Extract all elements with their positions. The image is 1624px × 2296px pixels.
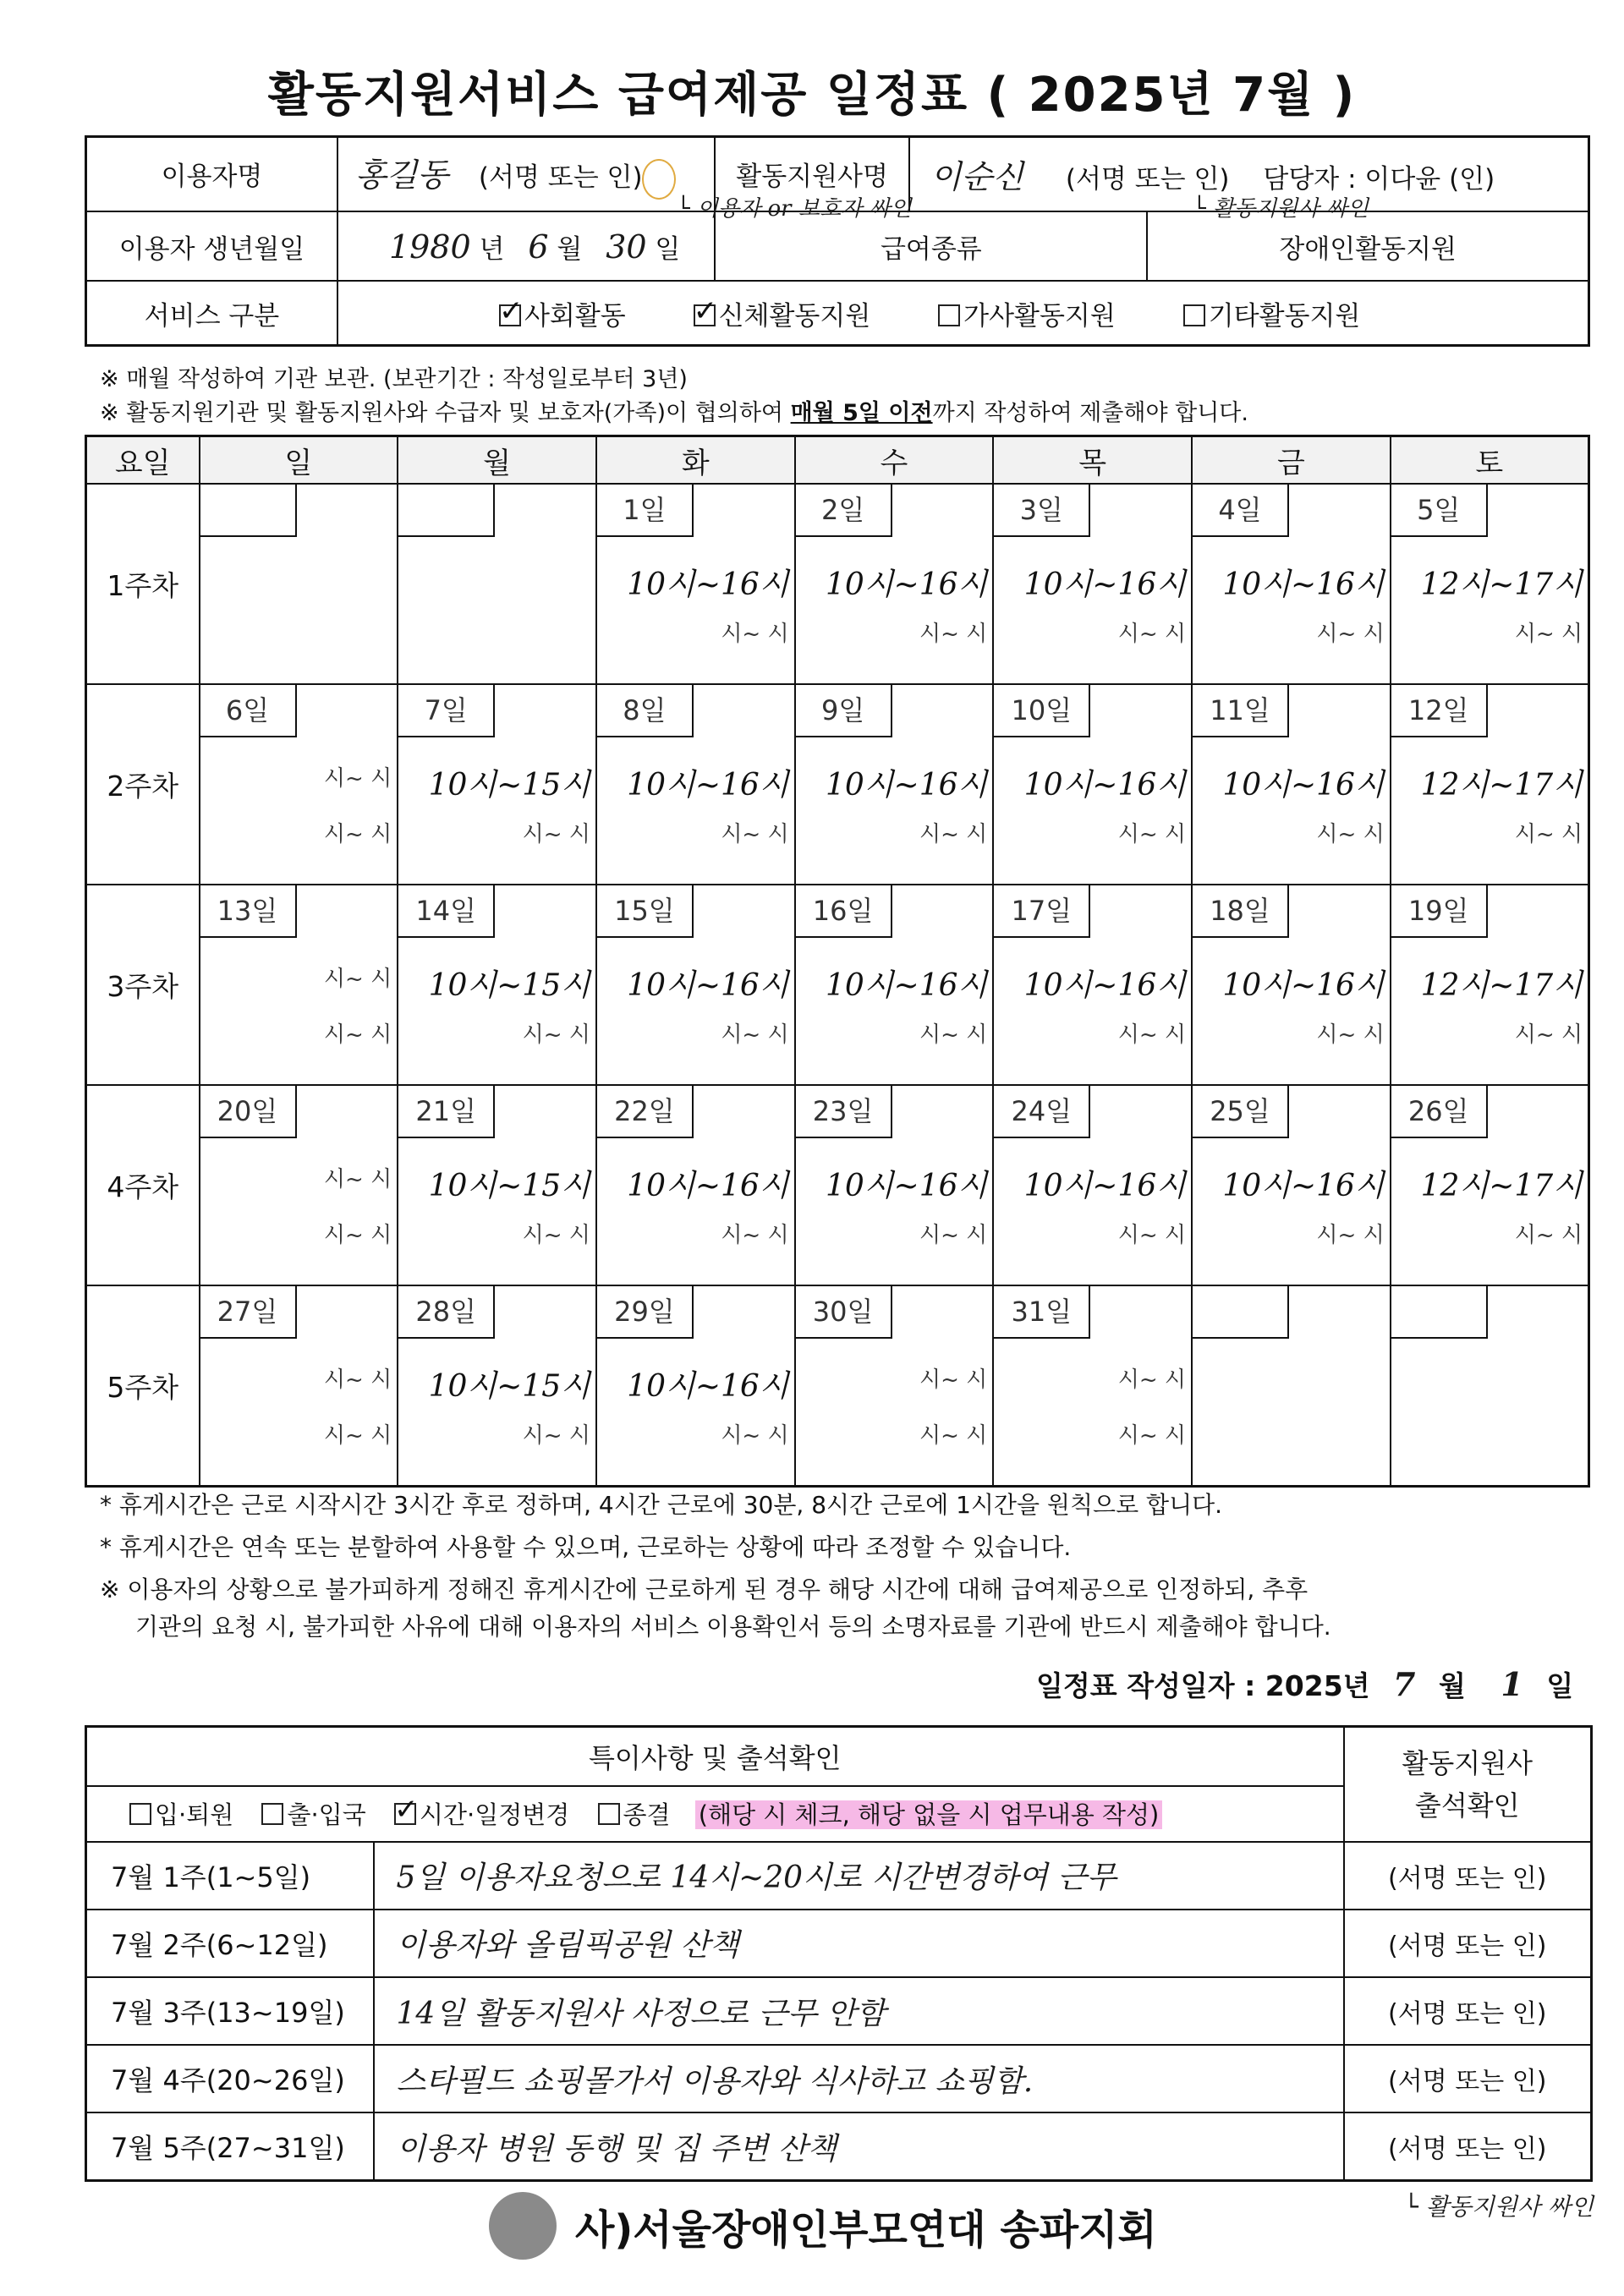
work-hours: 10시~16시 bbox=[627, 1169, 789, 1203]
attendance-note[interactable]: 이용자 병원 동행 및 집 주변 산책 bbox=[374, 2112, 1344, 2180]
time-placeholder: 시~ 시 bbox=[522, 1423, 590, 1449]
date-number: 10일 bbox=[994, 685, 1090, 737]
worker-name-value: 이순신 bbox=[930, 158, 1024, 196]
attendance-note[interactable]: 5일 이용자요청으로 14시~20시로 시간변경하여 근무 bbox=[374, 1842, 1344, 1910]
work-hours: 10시~16시 bbox=[627, 768, 789, 803]
opt-travel[interactable] bbox=[261, 1800, 365, 1829]
date-number bbox=[200, 485, 297, 537]
user-name-cell bbox=[337, 137, 715, 211]
time-placeholder: 시~ 시 bbox=[721, 822, 789, 847]
day-thu: 목 bbox=[993, 436, 1192, 485]
date-number: 22일 bbox=[597, 1086, 694, 1138]
attendance-sign[interactable]: (서명 또는 인) bbox=[1344, 1977, 1592, 2045]
check-mark-icon: ✓ bbox=[498, 293, 524, 328]
worker-name-label: 활동지원사명 bbox=[715, 137, 909, 211]
date-number bbox=[1193, 1286, 1289, 1339]
opt-admission-label: 입·퇴원 bbox=[155, 1800, 234, 1830]
user-sign-note: └ 이용자 or 보호자 싸인 bbox=[677, 196, 912, 222]
attendance-sign[interactable]: (서명 또는 인) bbox=[1344, 2112, 1592, 2180]
work-hours: 10시~16시 bbox=[1023, 567, 1187, 602]
date-number: 27일 bbox=[200, 1286, 297, 1339]
work-hours: 10시~16시 bbox=[627, 968, 789, 1003]
time-placeholder: 시~ 시 bbox=[522, 1223, 590, 1248]
birth-year: 1980 bbox=[388, 227, 471, 266]
work-hours: 10시~16시 bbox=[825, 768, 988, 803]
service-housework-label: 가사활동지원 bbox=[963, 300, 1116, 332]
time-placeholder: 시~ 시 bbox=[1117, 1367, 1187, 1393]
org-logo-icon bbox=[489, 2192, 557, 2260]
opt-schedule-change-label: 시간·일정변경 bbox=[419, 1800, 570, 1830]
attendance-note[interactable]: 14일 활동지원사 사정으로 근무 안함 bbox=[374, 1977, 1344, 2045]
week-row bbox=[86, 885, 1589, 1085]
check-hint: (해당 시 체크, 해당 없을 시 업무내용 작성) bbox=[695, 1800, 1163, 1829]
time-placeholder: 시~ 시 bbox=[323, 822, 392, 847]
day-cell[interactable] bbox=[795, 885, 994, 1085]
day-cell[interactable] bbox=[596, 1085, 795, 1285]
work-hours: 12시~17시 bbox=[1420, 968, 1583, 1003]
page-title: 활동지원서비스 급여제공 일정표 ( 2025년 7월 ) bbox=[267, 68, 1357, 123]
time-placeholder: 시~ 시 bbox=[721, 1223, 789, 1248]
time-placeholder: 시~ 시 bbox=[1117, 622, 1187, 647]
attendance-row bbox=[86, 2045, 1592, 2112]
date-number: 4일 bbox=[1193, 485, 1289, 537]
day-cell[interactable] bbox=[1192, 684, 1391, 885]
work-hours: 12시~17시 bbox=[1420, 1169, 1583, 1203]
date-number: 23일 bbox=[796, 1086, 892, 1138]
day-cell[interactable] bbox=[993, 484, 1192, 684]
written-date bbox=[1036, 1664, 1573, 1704]
day-cell[interactable] bbox=[200, 885, 398, 1085]
date-number: 18일 bbox=[1193, 885, 1289, 938]
attendance-week: 7월 5주(27~31일) bbox=[86, 2112, 374, 2180]
day-sat: 토 bbox=[1391, 436, 1589, 485]
day-cell[interactable] bbox=[398, 484, 596, 684]
side-title-1: 활동지원사 bbox=[1402, 1746, 1533, 1779]
attendance-note[interactable]: 스타필드 쇼핑몰가서 이용자와 식사하고 쇼핑함. bbox=[374, 2045, 1344, 2112]
date-number: 17일 bbox=[994, 885, 1090, 938]
date-number: 26일 bbox=[1391, 1086, 1488, 1138]
attendance-note[interactable]: 이용자와 올림픽공원 산책 bbox=[374, 1910, 1344, 1977]
day-cell[interactable] bbox=[1192, 885, 1391, 1085]
written-day-unit: 일 bbox=[1546, 1669, 1574, 1702]
day-cell[interactable] bbox=[795, 484, 994, 684]
day-tue: 화 bbox=[596, 436, 795, 485]
schedule-calendar bbox=[85, 435, 1590, 1488]
date-number: 25일 bbox=[1193, 1086, 1289, 1138]
day-cell[interactable] bbox=[1192, 1285, 1391, 1487]
day-cell[interactable] bbox=[596, 484, 795, 684]
footnote-3: ※ 이용자의 상황으로 불가피하게 정해진 휴게시간에 근로하게 된 경우 해당 시간에 대해 급여제공으로 인정하되, 추후 bbox=[100, 1575, 1309, 1603]
attendance-row bbox=[86, 1910, 1592, 1977]
note-deadline-end: 까지 작성하여 제출해야 합니다. bbox=[932, 400, 1248, 426]
day-cell[interactable] bbox=[398, 1085, 596, 1285]
checkbox-termination[interactable] bbox=[598, 1803, 620, 1825]
work-hours: 10시~15시 bbox=[428, 1169, 590, 1203]
day-cell[interactable] bbox=[1391, 1285, 1589, 1487]
time-placeholder: 시~ 시 bbox=[323, 967, 392, 992]
work-hours: 10시~16시 bbox=[825, 968, 988, 1003]
written-month-unit: 월 bbox=[1439, 1669, 1466, 1702]
service-label: 서비스 구분 bbox=[86, 281, 337, 345]
attendance-week: 7월 3주(13~19일) bbox=[86, 1977, 374, 2045]
birth-cell bbox=[337, 211, 715, 281]
time-placeholder: 시~ 시 bbox=[323, 1167, 392, 1192]
service-social[interactable] bbox=[498, 293, 626, 332]
day-cell[interactable] bbox=[993, 684, 1192, 885]
check-mark-icon: ✓ bbox=[393, 1793, 419, 1827]
day-cell[interactable] bbox=[795, 1085, 994, 1285]
written-date-label: 일정표 작성일자 : 2025년 bbox=[1036, 1669, 1370, 1702]
user-stamp bbox=[642, 159, 676, 200]
time-placeholder: 시~ 시 bbox=[323, 1423, 392, 1449]
day-cell[interactable] bbox=[596, 885, 795, 1085]
time-placeholder: 시~ 시 bbox=[1316, 622, 1385, 647]
benefit-value: 장애인활동지원 bbox=[1147, 211, 1588, 281]
week-row bbox=[86, 1085, 1589, 1285]
week-label: 2주차 bbox=[86, 684, 200, 885]
attendance-sign[interactable]: (서명 또는 인) bbox=[1344, 1910, 1592, 1977]
time-placeholder: 시~ 시 bbox=[1514, 822, 1583, 847]
day-label: 요일 bbox=[86, 436, 200, 485]
attendance-week: 7월 4주(20~26일) bbox=[86, 2045, 374, 2112]
written-month: 7 bbox=[1393, 1665, 1416, 1703]
birth-day: 30 bbox=[606, 227, 647, 266]
attendance-row bbox=[86, 1977, 1592, 2045]
info-table bbox=[85, 135, 1590, 347]
day-cell[interactable] bbox=[398, 1285, 596, 1487]
time-placeholder: 시~ 시 bbox=[919, 1022, 988, 1048]
date-number: 11일 bbox=[1193, 685, 1289, 737]
worker-sign-note: └ 활동지원사 싸인 bbox=[1193, 196, 1369, 222]
day-cell[interactable] bbox=[398, 885, 596, 1085]
time-placeholder: 시~ 시 bbox=[1117, 1423, 1187, 1449]
footnote-1: * 휴게시간은 근로 시작시간 3시간 후로 정하며, 4시간 근로에 30분, 8시간 근로에 1시간을 원칙으로 합니다. bbox=[100, 1491, 1223, 1519]
date-number: 7일 bbox=[398, 685, 495, 737]
date-number: 14일 bbox=[398, 885, 495, 938]
checkbox-housework[interactable] bbox=[938, 304, 960, 326]
service-other-label: 기타활동지원 bbox=[1208, 300, 1361, 332]
time-placeholder: 시~ 시 bbox=[721, 1022, 789, 1048]
day-cell[interactable] bbox=[795, 1285, 994, 1487]
date-number: 2일 bbox=[796, 485, 892, 537]
checkbox-admission[interactable] bbox=[129, 1803, 151, 1825]
time-placeholder: 시~ 시 bbox=[919, 1423, 988, 1449]
date-number: 12일 bbox=[1391, 685, 1488, 737]
week-label: 3주차 bbox=[86, 885, 200, 1085]
attendance-sign[interactable]: (서명 또는 인) bbox=[1344, 2045, 1592, 2112]
day-cell[interactable] bbox=[1391, 885, 1589, 1085]
birth-day-unit: 일 bbox=[655, 233, 681, 265]
attendance-week: 7월 1주(1~5일) bbox=[86, 1842, 374, 1910]
opt-schedule-change[interactable] bbox=[393, 1793, 570, 1830]
time-placeholder: 시~ 시 bbox=[721, 1423, 789, 1449]
day-cell[interactable] bbox=[200, 484, 398, 684]
day-cell[interactable] bbox=[993, 1085, 1192, 1285]
time-placeholder: 시~ 시 bbox=[323, 1022, 392, 1048]
note-deadline-text: ※ 활동지원기관 및 활동지원사와 수급자 및 보호자(가족)이 협의하여 bbox=[100, 400, 783, 426]
time-placeholder: 시~ 시 bbox=[919, 1223, 988, 1248]
service-physical-label: 신체활동지원 bbox=[718, 300, 871, 332]
service-other[interactable] bbox=[1183, 301, 1361, 332]
time-placeholder: 시~ 시 bbox=[1316, 822, 1385, 847]
work-hours: 10시~16시 bbox=[1023, 1169, 1187, 1203]
day-cell[interactable] bbox=[200, 1285, 398, 1487]
written-day: 1 bbox=[1501, 1665, 1523, 1703]
checkbox-social[interactable] bbox=[498, 293, 524, 328]
service-social-label: 사회활동 bbox=[524, 300, 626, 332]
work-hours: 10시~16시 bbox=[1222, 768, 1385, 803]
change-options bbox=[86, 1786, 1344, 1842]
date-number bbox=[398, 485, 495, 537]
time-placeholder: 시~ 시 bbox=[1117, 1223, 1187, 1248]
date-number: 21일 bbox=[398, 1086, 495, 1138]
user-name-value: 홍길동 bbox=[354, 156, 449, 195]
opt-travel-label: 출·입국 bbox=[287, 1800, 366, 1830]
week-row bbox=[86, 484, 1589, 684]
date-number: 13일 bbox=[200, 885, 297, 938]
time-placeholder: 시~ 시 bbox=[323, 1223, 392, 1248]
date-number: 5일 bbox=[1391, 485, 1488, 537]
day-cell[interactable] bbox=[1391, 684, 1589, 885]
attendance-table bbox=[85, 1725, 1593, 2182]
time-placeholder: 시~ 시 bbox=[1514, 622, 1583, 647]
time-placeholder: 시~ 시 bbox=[721, 622, 789, 647]
attendance-sign[interactable]: (서명 또는 인) bbox=[1344, 1842, 1592, 1910]
attendance-side-title bbox=[1344, 1727, 1592, 1842]
time-placeholder: 시~ 시 bbox=[919, 1367, 988, 1393]
footnote-2: * 휴게시간은 연속 또는 분할하여 사용할 수 있으며, 근로하는 상황에 따라 조정할 수 있습니다. bbox=[100, 1533, 1072, 1561]
day-mon: 월 bbox=[398, 436, 596, 485]
worker-sign-label: (서명 또는 인) bbox=[1065, 164, 1230, 195]
work-hours: 10시~16시 bbox=[627, 1369, 789, 1404]
week-row bbox=[86, 1285, 1589, 1487]
day-cell[interactable] bbox=[200, 1085, 398, 1285]
week-label: 5주차 bbox=[86, 1285, 200, 1487]
checkbox-schedule-change[interactable] bbox=[393, 1793, 419, 1827]
opt-termination-label: 종결 bbox=[623, 1800, 671, 1830]
day-cell[interactable] bbox=[795, 684, 994, 885]
day-cell[interactable] bbox=[1391, 484, 1589, 684]
time-placeholder: 시~ 시 bbox=[522, 1022, 590, 1048]
day-cell[interactable] bbox=[398, 684, 596, 885]
day-cell[interactable] bbox=[200, 684, 398, 885]
birth-month: 6 bbox=[528, 227, 549, 266]
day-cell[interactable] bbox=[1391, 1085, 1589, 1285]
check-mark-icon: ✓ bbox=[693, 293, 718, 328]
work-hours: 10시~16시 bbox=[825, 1169, 988, 1203]
work-hours: 10시~16시 bbox=[1222, 968, 1385, 1003]
time-placeholder: 시~ 시 bbox=[919, 622, 988, 647]
day-sun: 일 bbox=[200, 436, 398, 485]
date-number: 9일 bbox=[796, 685, 892, 737]
service-housework[interactable] bbox=[938, 301, 1116, 332]
attendance-title: 특이사항 및 출석확인 bbox=[86, 1727, 1344, 1786]
date-number: 29일 bbox=[597, 1286, 694, 1339]
work-hours: 10시~16시 bbox=[1023, 768, 1187, 803]
attendance-row bbox=[86, 2112, 1592, 2180]
work-hours: 10시~15시 bbox=[428, 1369, 590, 1404]
benefit-label: 급여종류 bbox=[715, 211, 1147, 281]
time-placeholder: 시~ 시 bbox=[1514, 1223, 1583, 1248]
org-name: 사)서울장애인부모연대 송파지회 bbox=[575, 2206, 1157, 2254]
date-number: 15일 bbox=[597, 885, 694, 938]
day-cell[interactable] bbox=[596, 684, 795, 885]
date-number: 24일 bbox=[994, 1086, 1090, 1138]
work-hours: 10시~16시 bbox=[1023, 968, 1187, 1003]
work-hours: 10시~15시 bbox=[428, 768, 590, 803]
day-cell[interactable] bbox=[596, 1285, 795, 1487]
checkbox-travel[interactable] bbox=[261, 1803, 283, 1825]
work-hours: 10시~16시 bbox=[1222, 567, 1385, 602]
work-hours: 10시~16시 bbox=[825, 567, 988, 602]
side-title-2: 출석확인 bbox=[1414, 1789, 1520, 1822]
work-hours: 12시~17시 bbox=[1420, 567, 1583, 602]
week-label: 1주차 bbox=[86, 484, 200, 684]
day-wed: 수 bbox=[795, 436, 994, 485]
date-number: 19일 bbox=[1391, 885, 1488, 938]
date-number: 1일 bbox=[597, 485, 694, 537]
birth-label: 이용자 생년월일 bbox=[86, 211, 337, 281]
day-cell[interactable] bbox=[1192, 1085, 1391, 1285]
service-physical[interactable] bbox=[693, 293, 871, 332]
work-hours: 12시~17시 bbox=[1420, 768, 1583, 803]
time-placeholder: 시~ 시 bbox=[1514, 1022, 1583, 1048]
work-hours: 10시~15시 bbox=[428, 968, 590, 1003]
manager-label: 담당자 : 이다윤 (인) bbox=[1263, 164, 1495, 195]
note-deadline bbox=[100, 394, 1248, 427]
date-number: 28일 bbox=[398, 1286, 495, 1339]
date-number: 8일 bbox=[597, 685, 694, 737]
checkbox-other[interactable] bbox=[1183, 304, 1205, 326]
date-number: 6일 bbox=[200, 685, 297, 737]
opt-admission[interactable] bbox=[129, 1800, 233, 1829]
date-number: 16일 bbox=[796, 885, 892, 938]
time-placeholder: 시~ 시 bbox=[323, 766, 392, 792]
user-sign-label: (서명 또는 인) bbox=[478, 162, 643, 194]
attendance-sign-note: └ 활동지원사 싸인 bbox=[1404, 2193, 1594, 2221]
note-storage: ※ 매월 작성하여 기관 보관. (보관기간 : 작성일로부터 3년) bbox=[100, 366, 688, 392]
day-fri: 금 bbox=[1192, 436, 1391, 485]
date-number: 31일 bbox=[994, 1286, 1090, 1339]
opt-termination[interactable] bbox=[598, 1800, 671, 1829]
service-options bbox=[337, 281, 1589, 345]
time-placeholder: 시~ 시 bbox=[1117, 822, 1187, 847]
day-cell[interactable] bbox=[993, 885, 1192, 1085]
note-deadline-bold: 매월 5일 이전 bbox=[790, 400, 933, 426]
time-placeholder: 시~ 시 bbox=[1316, 1022, 1385, 1048]
date-number: 30일 bbox=[796, 1286, 892, 1339]
footnote-4: 기관의 요청 시, 불가피한 사유에 대해 이용자의 서비스 이용확인서 등의 소명자료를 기관에 반드시 제출해야 합니다. bbox=[135, 1613, 1331, 1641]
time-placeholder: 시~ 시 bbox=[919, 822, 988, 847]
date-number: 3일 bbox=[994, 485, 1090, 537]
time-placeholder: 시~ 시 bbox=[1316, 1223, 1385, 1248]
date-number: 20일 bbox=[200, 1086, 297, 1138]
birth-year-unit: 년 bbox=[479, 233, 505, 265]
day-cell[interactable] bbox=[1192, 484, 1391, 684]
week-row bbox=[86, 684, 1589, 885]
work-hours: 10시~16시 bbox=[1222, 1169, 1385, 1203]
birth-month-unit: 월 bbox=[557, 233, 583, 265]
date-number bbox=[1391, 1286, 1488, 1339]
time-placeholder: 시~ 시 bbox=[1117, 1022, 1187, 1048]
work-hours: 10시~16시 bbox=[627, 567, 789, 602]
time-placeholder: 시~ 시 bbox=[522, 822, 590, 847]
day-cell[interactable] bbox=[993, 1285, 1192, 1487]
week-label: 4주차 bbox=[86, 1085, 200, 1285]
attendance-row bbox=[86, 1842, 1592, 1910]
user-name-label: 이용자명 bbox=[86, 137, 337, 211]
time-placeholder: 시~ 시 bbox=[323, 1367, 392, 1393]
attendance-week: 7월 2주(6~12일) bbox=[86, 1910, 374, 1977]
checkbox-physical[interactable] bbox=[693, 293, 718, 328]
